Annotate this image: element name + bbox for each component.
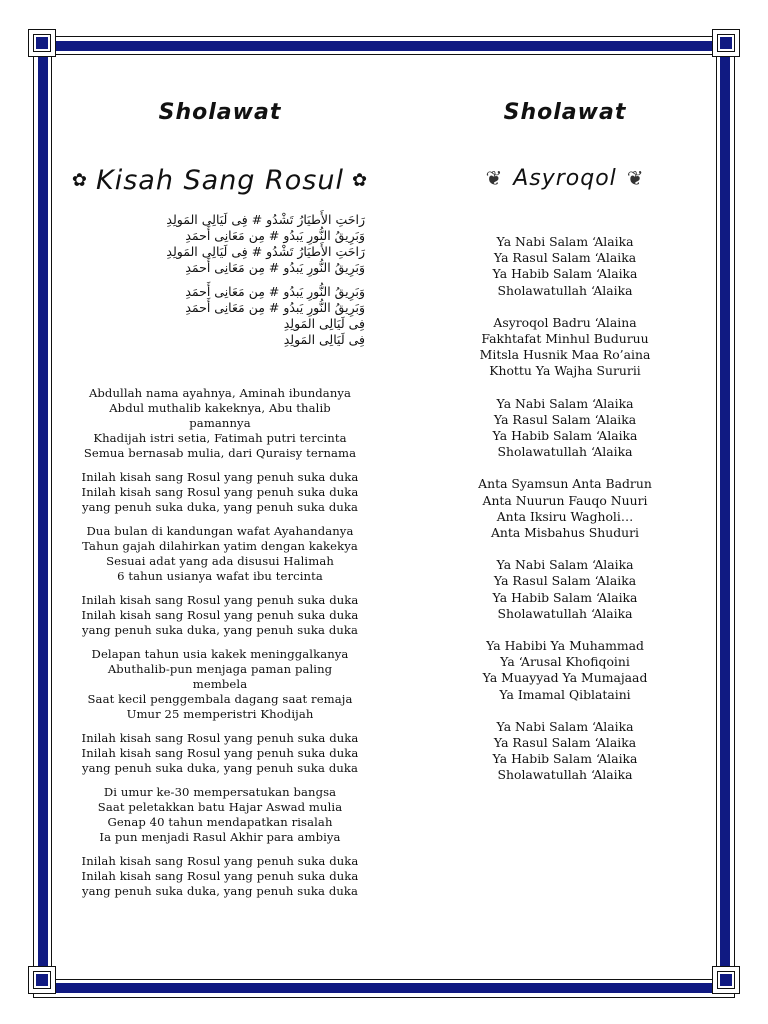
left-song-title-text: Kisah Sang Rosul [96,164,344,196]
lyric-line: Inilah kisah sang Rosul yang penuh suka duka [81,869,359,883]
lyric-line: Ya Habib Salam ‘Alaika [492,428,638,444]
lyric-line: yang penuh suka duka, yang penuh suka duka [81,500,359,514]
left-column [70,80,370,899]
lyric-line: Saat kecil penggembala dagang saat remaja [87,692,353,706]
flower-ornament-icon: ✿ [352,169,369,191]
lyric-line: Ya Habib Salam ‘Alaika [492,589,638,605]
lyric-line: Anta Iksiru Wagholi… [496,508,634,524]
lyric-stanza [70,647,370,722]
lyric-line: Ya Habib Salam ‘Alaika [492,266,638,282]
scroll-ornament-icon: ❦ [485,166,504,190]
scroll-ornament-icon: ❦ [626,166,645,190]
arabic-line: وَبَرِيقُ النُّورِ يَبدُو # مِن مَعَانِى أَحمَدِ [185,300,365,315]
lyric-line: Inilah kisah sang Rosul yang penuh suka duka [81,485,359,499]
lyric-line: Inilah kisah sang Rosul yang penuh suka duka [81,470,359,484]
lyric-line: yang penuh suka duka, yang penuh suka duka [81,623,359,637]
lyric-line: Sholawatullah ‘Alaika [497,605,633,621]
lyric-line: Umur 25 memperistri Khodijah [126,707,314,721]
lyric-line: Inilah kisah sang Rosul yang penuh suka duka [81,746,359,760]
arabic-line: رَاحَتِ الأَطيَارُ تَشْدُو # فِى لَيَالِى المَولِدِ [166,244,365,259]
lyric-line: Ya Rasul Salam ‘Alaika [493,573,637,589]
left-lyrics [70,386,370,899]
lyric-line: Ya Habib Salam ‘Alaika [492,751,638,767]
right-song-title-text: Asyroqol [513,165,617,191]
left-brand-heading: Sholawat [158,100,282,125]
lyric-stanza [430,719,700,784]
corner-ornament [28,966,56,994]
lyric-stanza [70,593,370,638]
lyric-line: Khottu Ya Wajha Sururii [489,363,641,379]
lyric-line: Sholawatullah ‘Alaika [497,444,633,460]
arabic-line: رَاحَتِ الأَطيَارُ تَشْدُو # فِى لَيَالِى المَولِدِ [166,212,365,227]
lyric-line: Inilah kisah sang Rosul yang penuh suka duka [81,731,359,745]
lyric-line: Asyroqol Badru ‘Alaina [493,314,637,330]
lyric-line: Delapan tahun usia kakek meninggalkanya [91,647,349,661]
lyric-line: membela [192,677,248,691]
lyric-line: Ya Rasul Salam ‘Alaika [493,735,637,751]
lyric-stanza [430,234,700,299]
arabic-verse-block [70,212,370,276]
lyric-line: Anta Syamsun Anta Badrun [478,476,652,492]
lyric-line: Semua bernasab mulia, dari Quraisy ternama [83,446,357,460]
lyric-stanza [70,785,370,845]
arabic-line: وَبَرِيقُ النُّورِ يَبدُو # مِن مَعَانِى أَحمَدِ [185,260,365,275]
lyric-line: Abuthalib-pun menjaga paman paling [107,662,333,676]
lyric-line: Abdul muthalib kakeknya, Abu thalib [109,401,331,415]
lyric-line: Fakhtafat Minhul Buduruu [481,331,649,347]
lyric-line: Inilah kisah sang Rosul yang penuh suka duka [81,854,359,868]
lyric-stanza [70,731,370,776]
lyric-line: Ya Muayyad Ya Mumajaad [482,670,648,686]
lyric-line: Ya Imamal Qiblataini [499,686,631,702]
lyric-line: pamannya [189,416,251,430]
lyric-stanza [70,854,370,899]
lyric-line: Dua bulan di kandungan wafat Ayahandanya [86,524,354,538]
lyric-stanza [430,476,700,541]
left-song-title [70,162,370,198]
lyric-line: Inilah kisah sang Rosul yang penuh suka duka [81,608,359,622]
flower-ornament-icon: ✿ [71,169,88,191]
lyric-line: Ya Habibi Ya Muhammad [486,638,644,654]
lyric-stanza [70,524,370,584]
lyric-line: Sholawatullah ‘Alaika [497,767,633,783]
lyric-stanza [70,386,370,461]
lyric-line: yang penuh suka duka, yang penuh suka duka [81,761,359,775]
lyric-line: Saat peletakkan batu Hajar Aswad mulia [97,800,343,814]
lyric-stanza [70,470,370,515]
lyric-line: Tahun gajah dilahirkan yatim dengan kakekya [82,539,358,553]
lyric-line: Sesuai adat yang ada disusui Halimah [106,554,334,568]
lyric-line: Ia pun menjadi Rasul Akhir para ambiya [99,830,341,844]
corner-ornament [712,29,740,57]
arabic-line: وَبَرِيقُ النُّورِ يَبدُو # مِن مَعَانِى أَحمَدِ [185,228,365,243]
lyric-line: Abdullah nama ayahnya, Aminah ibundanya [88,386,352,400]
arabic-line: فِى لَيَالِى المَولِدِ [283,332,365,347]
right-song-title [430,160,700,196]
lyric-line: Ya Nabi Salam ‘Alaika [496,718,634,734]
lyric-stanza [430,396,700,461]
lyric-line: Sholawatullah ‘Alaika [497,282,633,298]
lyric-line: Anta Nuurun Fauqo Nuuri [482,492,648,508]
lyric-line: Khadijah istri setia, Fatimah putri tercinta [93,431,347,445]
lyric-line: Ya Nabi Salam ‘Alaika [496,234,634,249]
arabic-line: فِى لَيَالِى المَولِدِ [283,316,365,331]
lyric-line: Ya Rasul Salam ‘Alaika [493,250,637,266]
lyric-line: Ya Nabi Salam ‘Alaika [496,557,634,573]
lyric-stanza [430,315,700,380]
right-brand-heading: Sholawat [503,100,627,125]
lyric-line: Ya Nabi Salam ‘Alaika [496,395,634,411]
lyric-stanza [430,638,700,703]
lyric-line: Di umur ke-30 mempersatukan bangsa [103,785,337,799]
corner-ornament [712,966,740,994]
lyric-line: Anta Misbahus Shuduri [490,525,640,541]
lyric-line: 6 tahun usianya wafat ibu tercinta [117,569,323,583]
arabic-line: وَبَرِيقُ النُّورِ يَبدُو # مِن مَعَانِى أَحمَدِ [185,284,365,299]
right-lyrics [430,234,700,784]
lyric-line: Ya ‘Arusal Khofiqoini [500,654,630,670]
arabic-verse-block [70,284,370,348]
lyric-line: Inilah kisah sang Rosul yang penuh suka duka [81,593,359,607]
lyric-stanza [430,557,700,622]
lyric-line: yang penuh suka duka, yang penuh suka duka [81,884,359,898]
lyric-line: Mitsla Husnik Maa Ro’aina [479,347,651,363]
right-column [430,80,700,784]
lyric-line: Genap 40 tahun mendapatkan risalah [107,815,333,829]
lyric-line: Ya Rasul Salam ‘Alaika [493,411,637,427]
corner-ornament [28,29,56,57]
